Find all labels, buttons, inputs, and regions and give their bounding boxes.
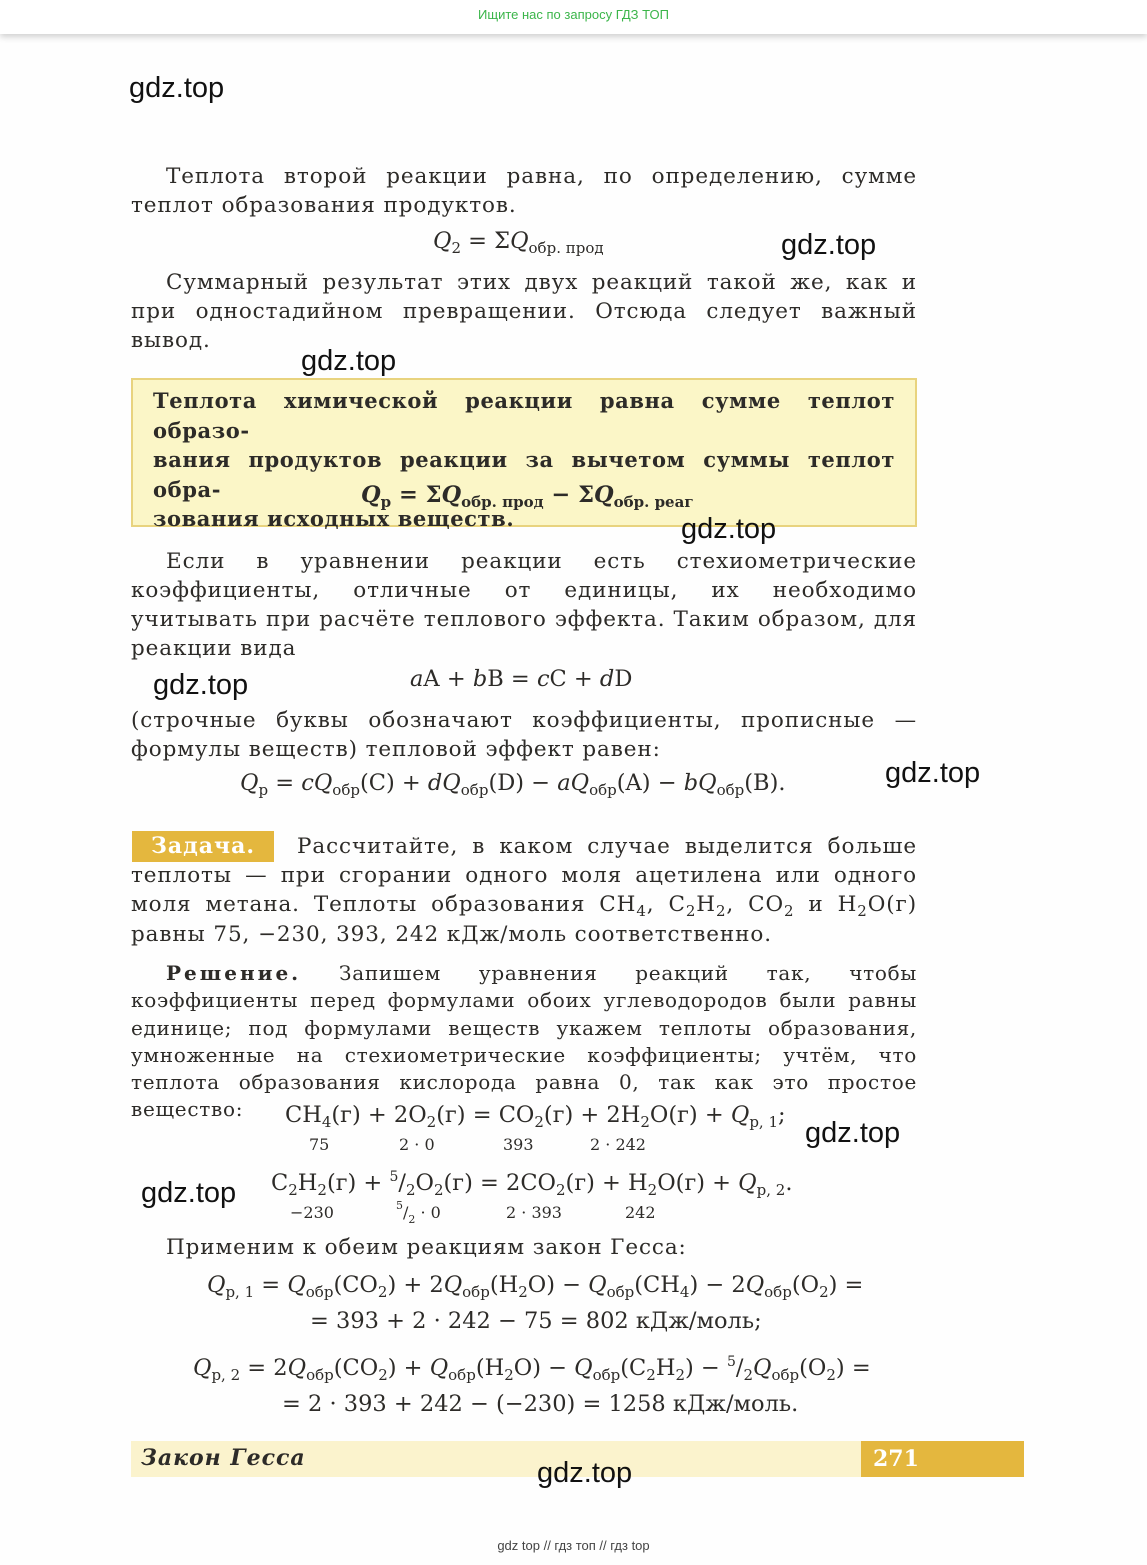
search-banner[interactable]: Ищите нас по запросу ГДЗ ТОП	[0, 0, 1147, 34]
solution-paragraph	[131, 960, 917, 1124]
watermark: gdz.top	[885, 757, 981, 789]
rule-text-line: вания продуктов реакции за вычетом суммы теплот обра-	[153, 447, 895, 502]
watermark: gdz.top	[141, 1177, 237, 1209]
solution-label: Решение.	[166, 961, 302, 985]
bottom-links[interactable]: gdz top // гдз топ // гдз top	[497, 1538, 650, 1553]
value-o2-1: 2 · 0	[399, 1135, 435, 1154]
paragraph-apply-hess: Применим к обеим реакциям закон Гесса:	[166, 1235, 687, 1260]
task-line-1: Рассчитайте, в каком случае выделится больше	[297, 834, 917, 859]
task-badge: Задача.	[132, 831, 274, 862]
rule-text-line: зования исходных веществ.	[153, 506, 515, 531]
task-line-4: равны 75, −230, 393, 242 кДж/моль соответственно.	[131, 922, 772, 947]
page-number: 271	[861, 1441, 1024, 1477]
value-ch4: 75	[309, 1135, 330, 1154]
watermark: gdz.top	[129, 72, 225, 104]
watermark: gdz.top	[153, 669, 249, 701]
value-co2-2: 2 · 393	[506, 1203, 562, 1222]
value-h2o-1: 2 · 242	[590, 1135, 646, 1154]
watermark: gdz.top	[681, 513, 777, 545]
formula-heat-effect: $Q_р = cQ_{обр}(C) + dQ_{обр}(D) - aQ_{обр}(A) - bQ_{обр}(B)$.	[240, 770, 786, 799]
equation-methane: $CH_4(г) + 2O_2(г) = CO_2(г) + 2H_2O(г) + Q_{р, 1}$;	[285, 1102, 786, 1131]
value-c2h2: −230	[290, 1203, 334, 1222]
rule-text-line: Теплота химической реакции равна сумме теплот образо-	[153, 388, 895, 443]
rule-text	[153, 386, 895, 534]
task-line-3: моля метана. Теплоты образования $CH_4$, $C_2H_2$, $CO_2$ и $H_2O(г)$	[131, 892, 917, 920]
formula-qp2: $Q_{р, 2} = 2Q_{обр}(CO_2) + Q_{обр}(H_2O) - Q_{обр}(C_2H_2) - ^5/_2Q_{обр}(O_2)$ =	[193, 1354, 871, 1384]
footer-chapter-title: Закон Гесса	[141, 1445, 306, 1471]
task-line-2: теплоты — при сгорании одного моля ацетилена или одного	[131, 863, 917, 888]
paragraph-summary-result: Суммарный результат этих двух реакций такой же, как и при одностадийном превращении. Отсюда следует важный вывод.	[131, 270, 917, 353]
paragraph-lowercase-letters: (строчные буквы обозначают коэффициенты, прописные — формулы веществ) тепловой эффект равен:	[131, 708, 917, 762]
watermark: gdz.top	[301, 345, 397, 377]
calc-qp1: = 393 + 2 · 242 − 75 = 802 кДж/моль;	[310, 1308, 762, 1334]
solution-text: Запишем уравнения реакций так, чтобы коэффициенты перед формулами обоих углеводородов были равны единице; под формулами веществ укажем теплоты образования, умноженные на стехиометрические коэффициенты; учтём, что теплота образования кислорода равна 0, так как это простое вещество:	[131, 961, 917, 1122]
value-co2-1: 393	[503, 1135, 534, 1154]
formula-qp1: $Q_{р, 1} = Q_{обр}(CO_2) + 2Q_{обр}(H_2O) - Q_{обр}(CH_4) - 2Q_{обр}(O_2)$ =	[207, 1272, 864, 1301]
watermark: gdz.top	[537, 1457, 633, 1489]
paragraph-stoichiometric: Если в уравнении реакции есть стехиометрические коэффициенты, отличные от единицы, их необходимо учитывать при расчёте теплового эффекта. Таким образом, для реакции вида	[131, 549, 917, 661]
calc-qp2: = 2 · 393 + 242 − (−230) = 1258 кДж/моль.	[282, 1391, 799, 1417]
equation-acetylene: $C_2H_2(г) + ^5/_2O_2(г) = 2CO_2(г) + H_2O(г) + Q_{р, 2}$.	[271, 1169, 793, 1199]
formula-hess-law: $Q_р = \Sigma Q_{обр. прод} - \Sigma Q_{обр. реаг}$	[361, 482, 694, 511]
watermark: gdz.top	[781, 229, 877, 261]
value-o2-2: $^5/_2 \cdot 0$	[396, 1199, 441, 1226]
value-h2o-2: 242	[625, 1203, 656, 1222]
formula-q2: $Q_2 = \Sigma Q_{обр. прод}$	[433, 228, 604, 257]
paragraph-heat-second-reaction: Теплота второй реакции равна, по определению, сумме теплот образования продуктов.	[131, 164, 917, 218]
watermark: gdz.top	[805, 1117, 901, 1149]
formula-general-reaction: aA + bB = cC + dD	[410, 666, 633, 692]
